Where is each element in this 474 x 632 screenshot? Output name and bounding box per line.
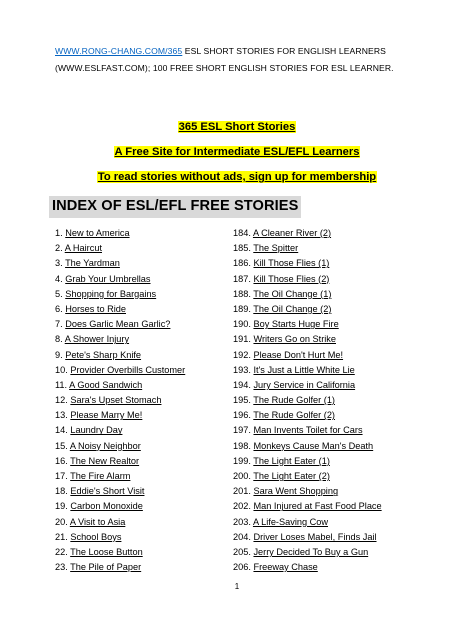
- story-number: 203.: [233, 516, 251, 527]
- highlight-line-2: [0, 146, 474, 159]
- story-number: 188.: [233, 288, 251, 299]
- story-link[interactable]: Pete's Sharp Knife: [65, 349, 142, 360]
- story-number: 196.: [233, 410, 251, 421]
- story-link[interactable]: Provider Overbills Customer: [70, 364, 186, 375]
- story-number: 194.: [233, 379, 251, 390]
- highlight-link-2[interactable]: A Free Site for Intermediate ESL/EFL Learners: [114, 146, 360, 158]
- story-link[interactable]: A Visit to Asia: [69, 516, 126, 527]
- story-link[interactable]: Please Marry Me!: [70, 410, 143, 421]
- story-list-item: [55, 226, 185, 241]
- story-list-item: [55, 348, 185, 363]
- story-list-left: [55, 226, 185, 575]
- story-number: 198.: [233, 440, 251, 451]
- story-link[interactable]: The Spitter: [253, 243, 299, 254]
- story-link[interactable]: Sara's Upset Stomach: [70, 395, 162, 406]
- story-number: 3.: [55, 258, 63, 269]
- story-number: 206.: [233, 562, 251, 573]
- story-link[interactable]: Man Invents Toilet for Cars: [253, 425, 363, 436]
- story-number: 205.: [233, 546, 251, 557]
- story-number: 200.: [233, 471, 251, 481]
- story-list-item: [233, 332, 382, 347]
- story-number: 199.: [233, 455, 251, 466]
- story-number: 2.: [55, 243, 63, 254]
- story-number: 6.: [55, 303, 63, 314]
- story-number: 195.: [233, 395, 251, 406]
- story-link[interactable]: Eddie's Short Visit: [70, 486, 145, 497]
- story-list-item: [233, 272, 382, 287]
- story-link[interactable]: A Life-Saving Cow: [252, 516, 329, 527]
- story-link[interactable]: Jerry Decided To Buy a Gun: [253, 546, 369, 557]
- story-number: 197.: [233, 425, 251, 436]
- story-link[interactable]: A Cleaner River (2): [252, 228, 332, 238]
- story-list-item: [55, 272, 185, 287]
- story-number: 19.: [55, 501, 68, 512]
- story-number: 190.: [233, 319, 251, 330]
- story-number: 7.: [55, 319, 63, 330]
- story-number: 15.: [55, 440, 68, 451]
- story-list-item: [55, 545, 185, 560]
- story-link[interactable]: Does Garlic Mean Garlic?: [65, 319, 171, 330]
- story-number: 16.: [55, 455, 68, 466]
- story-link[interactable]: Writers Go on Strike: [253, 334, 336, 345]
- story-list-item: [55, 256, 185, 271]
- story-link[interactable]: Carbon Monoxide: [70, 501, 143, 512]
- story-list-item: [55, 378, 185, 393]
- story-link[interactable]: The Pile of Paper: [70, 562, 142, 573]
- story-link[interactable]: The Rude Golfer (2): [253, 410, 335, 421]
- story-number: 184.: [233, 228, 251, 238]
- story-list-item: [233, 241, 382, 256]
- story-list-item: [233, 348, 382, 363]
- highlight-line-3: [0, 171, 474, 184]
- story-number: 187.: [233, 273, 251, 284]
- story-link[interactable]: School Boys: [70, 531, 122, 542]
- story-list-item: [55, 302, 185, 317]
- story-number: 13.: [55, 410, 68, 421]
- story-link[interactable]: Shopping for Bargains: [65, 288, 157, 299]
- story-list-item: [233, 408, 382, 423]
- story-list-item: [233, 423, 382, 438]
- story-number: 8.: [55, 334, 63, 345]
- index-title: INDEX OF ESL/EFL FREE STORIES: [49, 196, 301, 218]
- story-number: 185.: [233, 243, 251, 254]
- story-list-item: [233, 515, 382, 530]
- story-link[interactable]: Freeway Chase: [253, 562, 318, 573]
- story-number: 17.: [55, 471, 68, 481]
- story-list-item: [55, 484, 185, 499]
- story-link[interactable]: A Good Sandwich: [69, 379, 143, 390]
- story-number: 192.: [233, 349, 251, 360]
- highlight-link-1[interactable]: 365 ESL Short Stories: [178, 121, 296, 133]
- story-link[interactable]: Driver Loses Mabel, Finds Jail: [253, 531, 377, 542]
- story-number: 12.: [55, 395, 68, 406]
- story-list-item: [55, 423, 185, 438]
- highlight-line-1: [0, 121, 474, 134]
- page-number: 1: [234, 582, 240, 591]
- story-link[interactable]: Sara Went Shopping: [253, 486, 339, 497]
- story-link[interactable]: The Oil Change (2): [253, 303, 332, 314]
- story-number: 201.: [233, 486, 251, 497]
- story-list-item: [55, 515, 185, 530]
- story-number: 191.: [233, 334, 251, 345]
- story-link[interactable]: Boy Starts Huge Fire: [253, 319, 339, 330]
- story-number: 10.: [55, 364, 68, 375]
- story-link[interactable]: The Oil Change (1): [253, 288, 332, 299]
- story-link[interactable]: A Shower Injury: [64, 334, 130, 345]
- story-link[interactable]: Jury Service in California: [253, 379, 356, 390]
- story-list-item: [233, 302, 382, 317]
- story-number: 21.: [55, 531, 68, 542]
- story-list-item: [233, 256, 382, 271]
- story-link[interactable]: Please Don't Hurt Me!: [253, 349, 344, 360]
- story-list-item: [233, 363, 382, 378]
- story-list-item: [55, 439, 185, 454]
- site-header: [55, 43, 435, 77]
- story-link[interactable]: The Yardman: [65, 258, 120, 269]
- story-link[interactable]: A Haircut: [64, 243, 102, 254]
- story-list-item: [55, 408, 185, 423]
- story-link[interactable]: A Noisy Neighbor: [69, 440, 141, 451]
- header-line-1-text: ESL SHORT STORIES FOR ENGLISH LEARNERS: [182, 46, 386, 56]
- story-number: 9.: [55, 349, 63, 360]
- story-list-item: [233, 484, 382, 499]
- story-link[interactable]: It's Just a Little White Lie: [253, 364, 355, 375]
- story-link[interactable]: The Rude Golfer (1): [253, 395, 335, 406]
- story-list-item: [233, 560, 382, 575]
- story-list-item: [55, 332, 185, 347]
- story-list-item: [233, 226, 382, 241]
- story-list-item: [233, 545, 382, 560]
- story-number: 23.: [55, 562, 68, 573]
- story-list-right: [233, 226, 382, 575]
- story-number: 14.: [55, 425, 68, 436]
- story-link[interactable]: Laundry Day: [70, 425, 123, 436]
- story-list-item: [55, 530, 185, 545]
- story-list-item: [55, 499, 185, 514]
- story-number: 189.: [233, 303, 251, 314]
- story-number: 4.: [55, 273, 63, 284]
- story-number: 193.: [233, 364, 251, 375]
- story-number: 20.: [55, 516, 68, 527]
- story-list-item: [233, 287, 382, 302]
- story-link[interactable]: The Loose Button: [70, 546, 143, 557]
- story-link[interactable]: The Light Eater (1): [253, 455, 330, 466]
- story-number: 202.: [233, 501, 251, 512]
- story-number: 1.: [55, 228, 63, 238]
- story-list-item: [55, 317, 185, 332]
- story-link[interactable]: Kill Those Flies (1): [253, 258, 330, 269]
- story-link[interactable]: The Light Eater (2): [253, 471, 330, 481]
- highlight-link-3[interactable]: To read stories without ads, sign up for membership: [97, 171, 377, 183]
- story-list-item: [55, 241, 185, 256]
- story-list-item: [55, 363, 185, 378]
- story-list-item: [55, 560, 185, 575]
- story-list-item: [55, 454, 185, 469]
- story-link[interactable]: Horses to Ride: [65, 303, 126, 314]
- story-number: 5.: [55, 288, 63, 299]
- story-list-item: [233, 378, 382, 393]
- story-number: 204.: [233, 531, 251, 542]
- story-list-item: [55, 469, 185, 484]
- header-line-2: (WWW.ESLFAST.COM); 100 FREE SHORT ENGLISH STORIES FOR ESL LEARNER.: [55, 63, 394, 73]
- site-link[interactable]: WWW.RONG-CHANG.COM/365: [55, 46, 183, 56]
- story-list-item: [233, 439, 382, 454]
- story-number: 186.: [233, 258, 251, 269]
- story-link[interactable]: Monkeys Cause Man's Death: [253, 440, 374, 451]
- story-number: 11.: [55, 379, 68, 390]
- story-list-item: [233, 499, 382, 514]
- story-list-item: [233, 454, 382, 469]
- story-link[interactable]: Kill Those Flies (2): [253, 273, 330, 284]
- story-list-item: [233, 469, 382, 484]
- story-link[interactable]: The New Realtor: [70, 455, 140, 466]
- story-link[interactable]: Man Injured at Fast Food Place: [253, 501, 382, 512]
- story-list-item: [233, 530, 382, 545]
- story-list-item: [233, 393, 382, 408]
- story-number: 18.: [55, 486, 68, 497]
- header-line-1: [55, 43, 435, 60]
- story-list-item: [233, 317, 382, 332]
- story-number: 22.: [55, 546, 68, 557]
- story-list-item: [55, 287, 185, 302]
- story-link[interactable]: Grab Your Umbrellas: [65, 273, 151, 284]
- story-link[interactable]: New to America: [65, 228, 130, 238]
- story-link[interactable]: The Fire Alarm: [70, 471, 131, 481]
- story-list-item: [55, 393, 185, 408]
